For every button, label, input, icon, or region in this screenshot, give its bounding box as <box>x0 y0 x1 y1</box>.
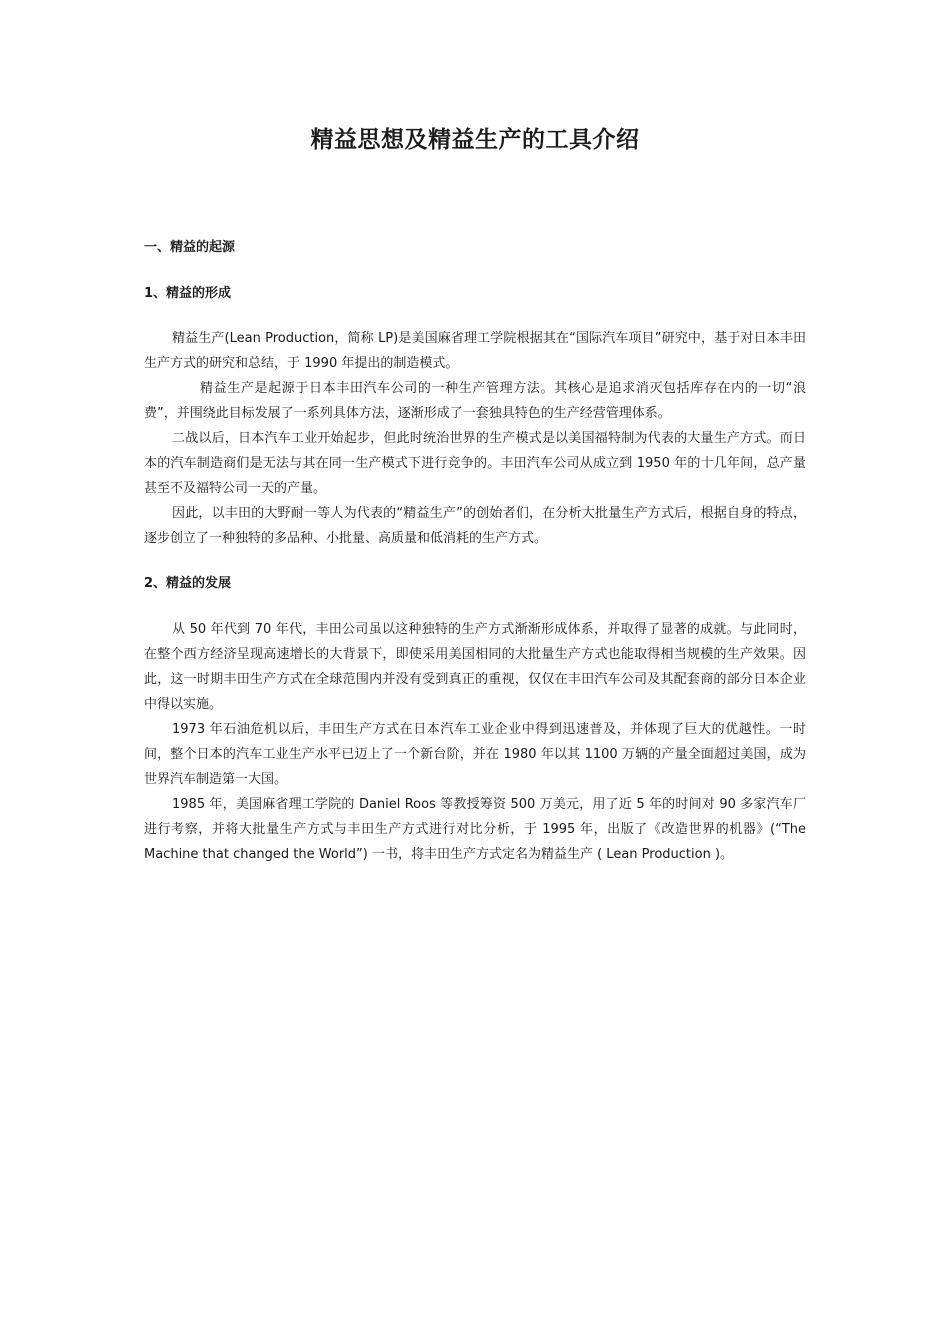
paragraph-formation-2: 精益生产是起源于日本丰田汽车公司的一种生产管理方法。其核心是追求消灭包括库存在内的一切“浪费”，并围绕此目标发展了一系列具体方法，逐渐形成了一套独具特色的生产经营管理体系。 <box>144 381 806 421</box>
paragraph-development-2: 1973 年石油危机以后，丰田生产方式在日本汽车工业企业中得到迅速普及，并体现了巨大的优越性。一时间，整个日本的汽车工业生产水平已迈上了一个新台阶，并在 1980 年以其 1100 万辆的产量全面超过美国，成为世界汽车制造第一大国。 <box>144 722 806 787</box>
section-heading-origin: 一、精益的起源 <box>144 240 236 255</box>
paragraph-development-1: 从 50 年代到 70 年代，丰田公司虽以这种独特的生产方式渐渐形成体系，并取得了显著的成就。与此同时，在整个西方经济呈现高速增长的大背景下，即使采用美国相同的大批量生产方式也能取得相当规模的生产效果。因此，这一时期丰田生产方式在全球范围内并没有受到真正的重视，仅仅在丰田汽车公司及其配套商的部分日本企业中得以实施。 <box>144 622 806 712</box>
paragraph-development-3: 1985 年，美国麻省理工学院的 Daniel Roos 等教授筹资 500 万美元，用了近 5 年的时间对 90 多家汽车厂进行考察，并将大批量生产方式与丰田生产方式进行对比分析，于 1995 年，出版了《改造世界的机器》(“The Machine that changed the World”) 一书，将丰田生产方式定名为精益生产 ( Lean Production )。 <box>144 797 806 862</box>
subsection-heading-development: 2、精益的发展 <box>144 576 232 591</box>
paragraph-formation-1: 精益生产(Lean Production，简称 LP)是美国麻省理工学院根据其在“国际汽车项目”研究中，基于对日本丰田生产方式的研究和总结，于 1990 年提出的制造模式。 <box>144 331 806 371</box>
subsection-heading-formation: 1、精益的形成 <box>144 286 232 301</box>
document-title: 精益思想及精益生产的工具介绍 <box>310 127 640 153</box>
paragraph-formation-4: 因此，以丰田的大野耐一等人为代表的“精益生产”的创始者们，在分析大批量生产方式后，根据自身的特点，逐步创立了一种独特的多品种、小批量、高质量和低消耗的生产方式。 <box>144 506 806 546</box>
paragraph-formation-3: 二战以后，日本汽车工业开始起步，但此时统治世界的生产模式是以美国福特制为代表的大量生产方式。而日本的汽车制造商们是无法与其在同一生产模式下进行竞争的。丰田汽车公司从成立到 1950 年的十几年间，总产量甚至不及福特公司一天的产量。 <box>144 431 806 496</box>
